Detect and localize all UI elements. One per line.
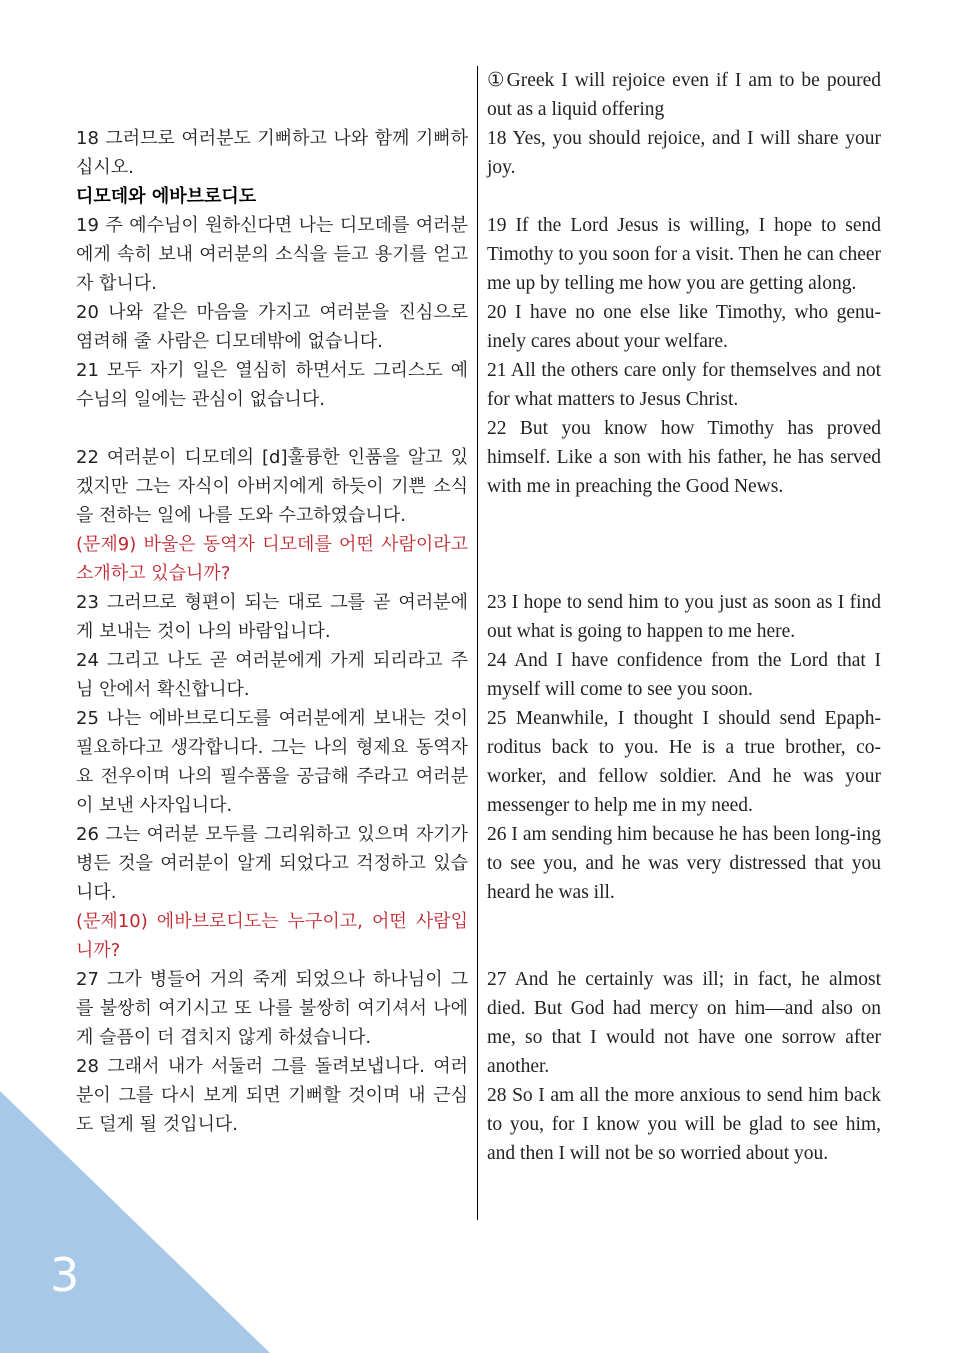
spacer bbox=[76, 414, 468, 443]
en-footnote: ①Greek I will rejoice even if I am to be poured out as a liquid offering bbox=[487, 70, 881, 120]
spacer bbox=[487, 936, 881, 965]
column-divider bbox=[477, 66, 478, 1220]
page-number: 3 bbox=[50, 1248, 80, 1302]
spacer bbox=[487, 182, 881, 211]
question-9: (문제9) 바울은 동역자 디모데를 어떤 사람이라고 소개하고 있습니까? bbox=[76, 534, 468, 584]
ko-verse-24: 24 그리고 나도 곧 여러분에게 가게 되리라고 주님 안에서 확신합니다. bbox=[76, 650, 468, 700]
en-verse-27: 27 And he certainly was ill; in fact, he almost died. But God had mercy on him—and also on me, so that I would not have one sorrow after another. bbox=[487, 969, 881, 1077]
english-column bbox=[487, 66, 881, 1168]
ko-verse-27: 27 그가 병들어 거의 죽게 되었으나 하나님이 그를 불쌍히 여기시고 또 나를 불쌍히 여기셔서 나에게 슬픔이 더 겹치지 않게 하셨습니다. bbox=[76, 969, 468, 1048]
en-verse-22: 22 But you know how Timothy has proved himself. Like a son with his father, he has served with me in preaching the Good News. bbox=[487, 418, 881, 497]
en-verse-21: 21 All the others care only for themselves and not for what matters to Jesus Christ. bbox=[487, 360, 881, 410]
question-10: (문제10) 에바브로디도는 누구이고, 어떤 사람입니까? bbox=[76, 911, 468, 961]
en-verse-23: 23 I hope to send him to you just as soon as I find out what is going to happen to me here. bbox=[487, 592, 881, 642]
spacer bbox=[487, 907, 881, 936]
en-verse-26: 26 I am sending him because he has been long-ing to see you, and he was very distressed that you heard he was ill. bbox=[487, 824, 881, 903]
spacer bbox=[487, 530, 881, 559]
en-verse-19: 19 If the Lord Jesus is willing, I hope to send Timothy to you soon for a visit. Then he can cheer me up by telling me how you are getting along. bbox=[487, 215, 881, 294]
spacer bbox=[487, 559, 881, 588]
ko-verse-18: 18 그러므로 여러분도 기뻐하고 나와 함께 기뻐하십시오. bbox=[76, 128, 468, 178]
en-verse-24: 24 And I have confidence from the Lord that I myself will come to see you soon. bbox=[487, 650, 881, 700]
en-verse-18: 18 Yes, you should rejoice, and I will share your joy. bbox=[487, 128, 881, 178]
ko-verse-21: 21 모두 자기 일은 열심히 하면서도 그리스도 예수님의 일에는 관심이 없습니다. bbox=[76, 360, 468, 410]
ko-verse-19: 19 주 예수님이 원하신다면 나는 디모데를 여러분에게 속히 보내 여러분의 소식을 듣고 용기를 얻고자 합니다. bbox=[76, 215, 468, 294]
ko-verse-23: 23 그러므로 형편이 되는 대로 그를 곧 여러분에게 보내는 것이 나의 바람입니다. bbox=[76, 592, 468, 642]
ko-verse-26: 26 그는 여러분 모두를 그리워하고 있으며 자기가 병든 것을 여러분이 알게 되었다고 걱정하고 있습니다. bbox=[76, 824, 468, 903]
ko-verse-28: 28 그래서 내가 서둘러 그를 돌려보냅니다. 여러분이 그를 다시 보게 되면 기뻐할 것이며 내 근심도 덜게 될 것입니다. bbox=[76, 1056, 468, 1135]
en-verse-28: 28 So I am all the more anxious to send him back to you, for I know you will be glad to see him, and then I will not be so worried about you. bbox=[487, 1085, 881, 1164]
ko-verse-25: 25 나는 에바브로디도를 여러분에게 보내는 것이 필요하다고 생각합니다. 그는 나의 형제요 동역자요 전우이며 나의 필수품을 공급해 주라고 여러분이 보낸 사자입니다. bbox=[76, 708, 468, 816]
korean-column bbox=[76, 124, 468, 1139]
ko-verse-22: 22 여러분이 디모데의 [d]훌륭한 인품을 알고 있겠지만 그는 자식이 아버지에게 하듯이 기쁜 소식을 전하는 일에 나를 도와 수고하였습니다. bbox=[76, 447, 468, 526]
section-heading: 디모데와 에바브로디도 bbox=[76, 186, 257, 207]
en-verse-25: 25 Meanwhile, I thought I should send Epaph-roditus back to you. He is a true brother, co-worker, and fellow soldier. And he was your messenger to help me in my need. bbox=[487, 708, 881, 816]
spacer bbox=[487, 501, 881, 530]
ko-verse-20: 20 나와 같은 마음을 가지고 여러분을 진심으로 염려해 줄 사람은 디모데밖에 없습니다. bbox=[76, 302, 468, 352]
en-verse-20: 20 I have no one else like Timothy, who genu-inely cares about your welfare. bbox=[487, 302, 881, 352]
